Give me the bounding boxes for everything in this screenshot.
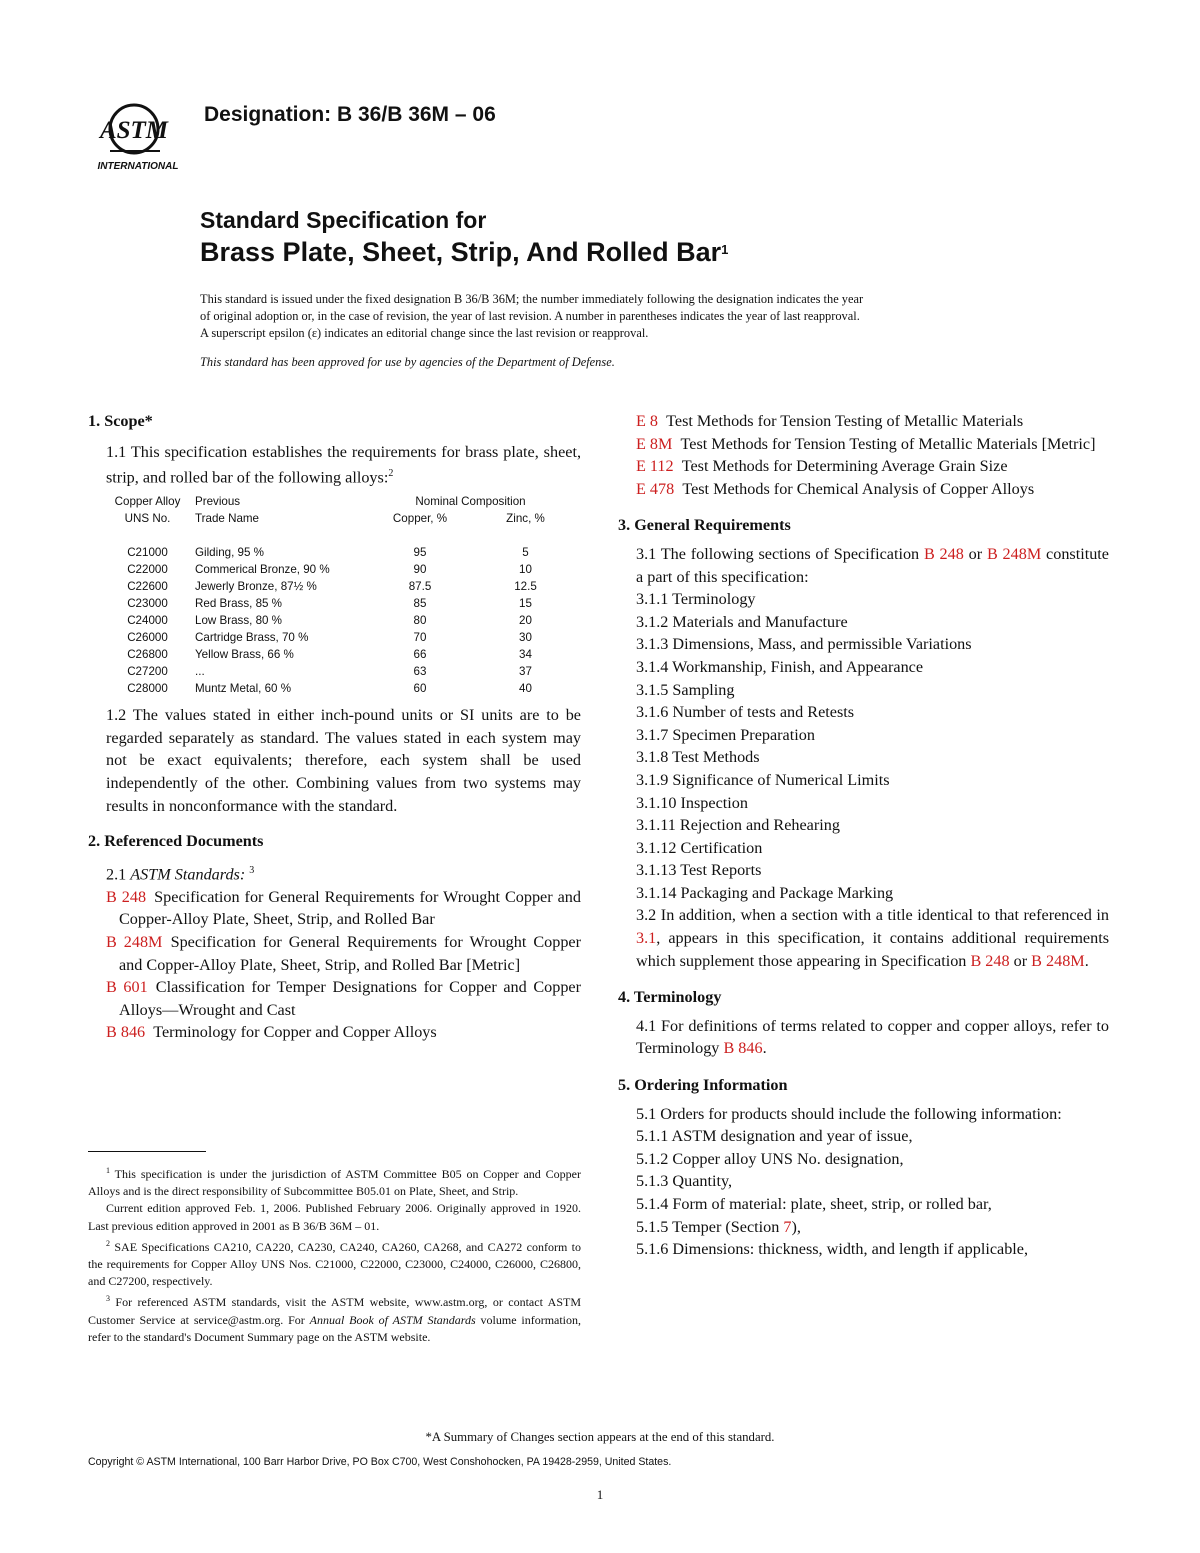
footnote-1 <box>88 1162 581 1200</box>
section-heading-ordering-information: 5. Ordering Information <box>618 1076 788 1095</box>
footnote-rule <box>88 1151 206 1152</box>
paragraph-1-1-text: 1.1 This specification establishes the requirements for brass plate, sheet, strip, and rolled bar of the following alloys: <box>106 442 581 487</box>
section-heading-scope: 1. Scope* <box>88 412 153 430</box>
referenced-standard-link[interactable]: B 601 <box>106 978 148 997</box>
footnotes <box>88 1162 581 1346</box>
footnote-3 <box>88 1290 581 1346</box>
table-cell: C24000 <box>127 614 168 628</box>
table-cell: C26000 <box>127 631 168 645</box>
referenced-standard-link[interactable]: E 8 <box>636 412 659 430</box>
table-row <box>100 595 576 612</box>
paragraph-1-2: 1.2 The values stated in either inch-pound units or SI units are to be regarded separately as standard. The values stated in each system may not be exact equivalents; therefore, each system shall be used independently of the other. Combining values from two systems may results in nonconformance with the standard. <box>106 706 581 815</box>
ordering-list <box>618 1125 1109 1215</box>
copyright-line: Copyright © ASTM International, 100 Barr Harbor Drive, PO Box C700, West Conshohocken, PA 19428-2959, United States. <box>88 1456 672 1468</box>
link-b248m[interactable]: B 248M <box>1031 951 1085 970</box>
referenced-standard-title: Specification for General Requirements for Wrought Copper and Copper-Alloy Plate, Sheet, Strip, and Rolled Bar <box>119 887 581 929</box>
table-cell: 63 <box>413 665 427 679</box>
footnote-1-text: This specification is under the jurisdiction of ASTM Committee B05 on Copper and Copper Alloys and is the direct responsibility of Subcommittee B05.01 on Plate, Sheet, and Strip. <box>88 1167 581 1199</box>
table-row <box>100 612 576 629</box>
referenced-standard-title: Specification for General Requirements for Wrought Copper and Copper-Alloy Plate, Sheet, Strip, and Rolled Bar [Metric] <box>119 932 581 974</box>
paragraph-3-2-end: . <box>1084 951 1089 970</box>
table-cell: 95 <box>413 546 427 560</box>
section-heading-terminology: 4. Terminology <box>618 988 722 1007</box>
referenced-standard-link[interactable]: E 8M <box>636 434 673 453</box>
referenced-standard-link[interactable]: B 846 <box>106 1023 146 1042</box>
table-cell: 15 <box>519 597 532 611</box>
paragraph-3-2-or: or <box>1013 951 1028 970</box>
referenced-standard-title: Test Methods for Tension Testing of Metallic Materials <box>666 412 1024 430</box>
table-cell: C21000 <box>127 546 168 560</box>
footnote-ref-3: 3 <box>249 864 255 876</box>
section-heading-referenced-documents: 2. Referenced Documents <box>88 832 264 851</box>
right-column <box>618 410 1109 1261</box>
general-requirement-item: 3.1.8 Test Methods <box>636 748 760 767</box>
table-cell: 20 <box>519 614 532 628</box>
title-footnote-mark: 1 <box>721 242 729 257</box>
table-cell: C28000 <box>127 682 168 696</box>
table-cell: 40 <box>519 682 532 696</box>
logo-subtext: INTERNATIONAL <box>97 161 179 172</box>
issuance-notice <box>200 291 1000 342</box>
table-cell: C26800 <box>127 648 168 662</box>
paragraph-3-1-text-a: 3.1 The following sections of Specification <box>636 544 920 563</box>
referenced-document-item <box>88 931 581 976</box>
astm-standards-label: ASTM Standards: <box>130 865 246 884</box>
general-requirement-item: 3.1.11 Rejection and Rehearing <box>636 816 840 835</box>
referenced-standard-link[interactable]: E 112 <box>636 457 674 476</box>
astm-logo <box>88 95 188 175</box>
paragraph-1-1 <box>88 441 581 490</box>
paragraph-5-1-6: 5.1.6 Dimensions: thickness, width, and length if applicable, <box>636 1240 1029 1259</box>
footnote-3-text-b: volume information, refer to the standard's Document Summary page on the ASTM website. <box>88 1312 582 1344</box>
title-line-1: Standard Specification for <box>200 207 487 233</box>
paragraph-3-2-text-b: , appears in this specification, it contains additional requirements which supplement those appearing in Specification <box>636 929 1109 970</box>
table-cell: 80 <box>413 614 427 628</box>
paragraph-3-1-or: or <box>968 544 983 563</box>
table-row <box>100 680 576 697</box>
table-cell: Commerical Bronze, 90 % <box>195 563 330 577</box>
link-b248m[interactable]: B 248M <box>986 544 1042 563</box>
referenced-standard-link[interactable]: B 248 <box>106 887 147 906</box>
general-requirement-item: 3.1.7 Specimen Preparation <box>636 725 815 744</box>
general-requirement-item: 3.1.10 Inspection <box>636 793 748 812</box>
table-cell: 60 <box>413 682 427 696</box>
referenced-document-item <box>618 455 1109 478</box>
footnote-1-edition: Current edition approved Feb. 1, 2006. Published February 2006. Originally approved in 1920. Last previous edition approved in 2001 as B 36/B 36M – 01. <box>88 1201 581 1233</box>
paragraph-5-1-5-text: 5.1.5 Temper (Section <box>636 1217 780 1236</box>
link-b248[interactable]: B 248 <box>970 951 1010 970</box>
table-cell: 5 <box>522 546 529 560</box>
ordering-item: 5.1.3 Quantity, <box>636 1172 733 1191</box>
footnote-ref-2: 2 <box>388 468 394 480</box>
table-cell: Cartridge Brass, 70 % <box>195 631 309 645</box>
table-header-cell: Nominal Composition <box>415 495 526 509</box>
table-cell: 34 <box>519 648 532 662</box>
referenced-document-item <box>618 433 1109 456</box>
notice-line-3: A superscript epsilon (ε) indicates an editorial change since the last revision or reapproval. <box>200 326 649 340</box>
paragraph-5-1-5-end: ), <box>791 1217 801 1236</box>
footnote-2 <box>88 1235 581 1291</box>
table-cell: Red Brass, 85 % <box>195 597 282 611</box>
table-cell: 87.5 <box>408 580 432 594</box>
ordering-item: 5.1.2 Copper alloy UNS No. designation, <box>636 1149 904 1168</box>
general-requirements-list <box>618 588 1109 904</box>
paragraph-2-1 <box>88 860 581 886</box>
table-cell: 90 <box>413 563 427 577</box>
referenced-document-item <box>618 478 1109 501</box>
table-cell: Muntz Metal, 60 % <box>195 682 292 696</box>
page-number: 1 <box>596 1487 604 1502</box>
general-requirement-item: 3.1.3 Dimensions, Mass, and permissible Variations <box>636 635 972 654</box>
paragraph-2-1-number: 2.1 <box>106 865 127 884</box>
referenced-document-item <box>88 976 581 1021</box>
dod-approval-note: This standard has been approved for use by agencies of the Department of Defense. <box>200 355 615 369</box>
table-header-cell: Copper, % <box>392 512 448 526</box>
table-cell: Low Brass, 80 % <box>195 614 282 628</box>
table-cell: Yellow Brass, 66 % <box>195 648 294 662</box>
paragraph-4-1-end: . <box>762 1039 767 1058</box>
table-cell: C22000 <box>127 563 168 577</box>
referenced-list-left <box>88 886 581 1044</box>
paragraph-5-1: 5.1 Orders for products should include the following information: <box>636 1104 1062 1123</box>
table-row <box>100 646 576 663</box>
table-row <box>100 544 576 561</box>
table-row <box>100 663 576 680</box>
paragraph-3-1 <box>618 543 1109 588</box>
table-cell: 85 <box>413 597 427 611</box>
referenced-document-item <box>618 410 1109 433</box>
designation: Designation: B 36/B 36M – 06 <box>204 103 496 126</box>
title-text: Brass Plate, Sheet, Strip, And Rolled Bar <box>200 237 722 267</box>
paragraph-5-1-5 <box>618 1216 1109 1239</box>
referenced-standard-title: Test Methods for Determining Average Grain Size <box>681 457 1008 476</box>
link-section-3-1[interactable]: 3.1 <box>636 929 657 948</box>
footnote-3-mark: 3 <box>106 1294 110 1304</box>
referenced-document-item <box>88 886 581 931</box>
table-header-row <box>100 493 576 510</box>
paragraph-4-1 <box>618 1015 1109 1060</box>
table-cell: C22600 <box>127 580 168 594</box>
logo-text: ASTM <box>99 117 169 144</box>
table-row <box>100 561 576 578</box>
table-cell: 70 <box>413 631 427 645</box>
footnote-2-mark: 2 <box>106 1238 110 1248</box>
referenced-document-item <box>88 1021 581 1044</box>
footnote-1-mark: 1 <box>106 1166 110 1175</box>
document-title <box>200 204 728 268</box>
general-requirement-item: 3.1.5 Sampling <box>636 680 735 699</box>
table-header-cell: Trade Name <box>195 512 260 526</box>
table-cell: Jewerly Bronze, 87½ % <box>195 580 317 594</box>
link-section-7[interactable]: 7 <box>783 1217 792 1236</box>
table-spacer <box>100 527 576 544</box>
general-requirement-item: 3.1.13 Test Reports <box>636 861 762 880</box>
table-row <box>100 629 576 646</box>
general-requirement-item: 3.1.12 Certification <box>636 838 763 857</box>
paragraph-3-1-text-b: constitute a part of this specification: <box>636 544 1109 586</box>
referenced-list-right <box>618 410 1109 500</box>
table-header-cell: UNS No. <box>124 512 171 526</box>
summary-of-changes-note: *A Summary of Changes section appears at the end of this standard. <box>425 1430 775 1444</box>
left-column <box>88 410 581 1044</box>
paragraph-4-1-text: 4.1 For definitions of terms related to copper and copper alloys, refer to Terminology <box>636 1016 1109 1058</box>
referenced-standard-link[interactable]: E 478 <box>636 479 675 498</box>
notice-line-2: of original adoption or, in the case of revision, the year of last revision. A number in parentheses indicates the year of last reapproval. <box>200 309 860 323</box>
alloy-table <box>100 493 576 697</box>
paragraph-3-2-text-a: 3.2 In addition, when a section with a title identical to that referenced in <box>636 906 1109 925</box>
title-line-2 <box>200 236 728 268</box>
table-spacer-cell <box>100 527 576 544</box>
ordering-item: 5.1.4 Form of material: plate, sheet, strip, or rolled bar, <box>636 1195 992 1213</box>
general-requirement-item: 3.1.2 Materials and Manufacture <box>636 612 848 631</box>
general-requirement-item: 3.1.4 Workmanship, Finish, and Appearance <box>636 657 924 676</box>
table-cell: 30 <box>519 631 532 645</box>
table-header-cell: Previous <box>195 495 241 509</box>
table-header-row <box>100 510 576 527</box>
footnote-3-italic: Annual Book of ASTM Standards <box>309 1312 476 1327</box>
referenced-standard-link[interactable]: B 248M <box>106 932 163 951</box>
referenced-standard-title: Test Methods for Tension Testing of Metallic Materials [Metric] <box>680 434 1096 453</box>
table-cell: Gilding, 95 % <box>195 546 264 560</box>
table-cell: 66 <box>413 648 427 662</box>
link-b248[interactable]: B 248 <box>923 544 964 563</box>
notice-line-1: This standard is issued under the fixed designation B 36/B 36M; the number immediately following the designation indicates the year <box>200 292 864 306</box>
table-cell: 37 <box>519 665 532 679</box>
section-heading-general-requirements: 3. General Requirements <box>618 516 791 535</box>
table-cell: 10 <box>519 563 532 577</box>
footnote-3-text-a: For referenced ASTM standards, visit the ASTM website, www.astm.org, or contact ASTM Customer Service at service@astm.org. For <box>88 1295 581 1327</box>
table-cell: C27200 <box>127 665 168 679</box>
table-cell: 12.5 <box>514 580 537 594</box>
table-cell: ... <box>195 665 205 679</box>
referenced-standard-title: Terminology for Copper and Copper Alloys <box>153 1023 437 1042</box>
general-requirement-item: 3.1.9 Significance of Numerical Limits <box>636 770 890 789</box>
table-cell: C23000 <box>127 597 168 611</box>
footnote-2-text: SAE Specifications CA210, CA220, CA230, CA240, CA260, CA268, and CA272 conform to the requirements for Copper Alloy UNS Nos. C21000, C22000, C23000, C24000, C26000, C26800, and C27200, respectively. <box>88 1239 582 1289</box>
ordering-item: 5.1.1 ASTM designation and year of issue, <box>636 1127 913 1146</box>
referenced-standard-title: Classification for Temper Designations for Copper and Copper Alloys—Wrought and Cast <box>119 978 581 1019</box>
general-requirement-item: 3.1.1 Terminology <box>636 590 756 609</box>
referenced-standard-title: Test Methods for Chemical Analysis of Copper Alloys <box>682 479 1035 498</box>
general-requirement-item: 3.1.6 Number of tests and Retests <box>636 703 855 722</box>
general-requirement-item: 3.1.14 Packaging and Package Marking <box>636 883 894 902</box>
table-header-cell: Zinc, % <box>506 512 545 526</box>
table-header-cell: Copper Alloy <box>114 495 181 509</box>
table-row <box>100 578 576 595</box>
paragraph-3-2 <box>618 904 1109 972</box>
link-b846[interactable]: B 846 <box>723 1039 763 1058</box>
